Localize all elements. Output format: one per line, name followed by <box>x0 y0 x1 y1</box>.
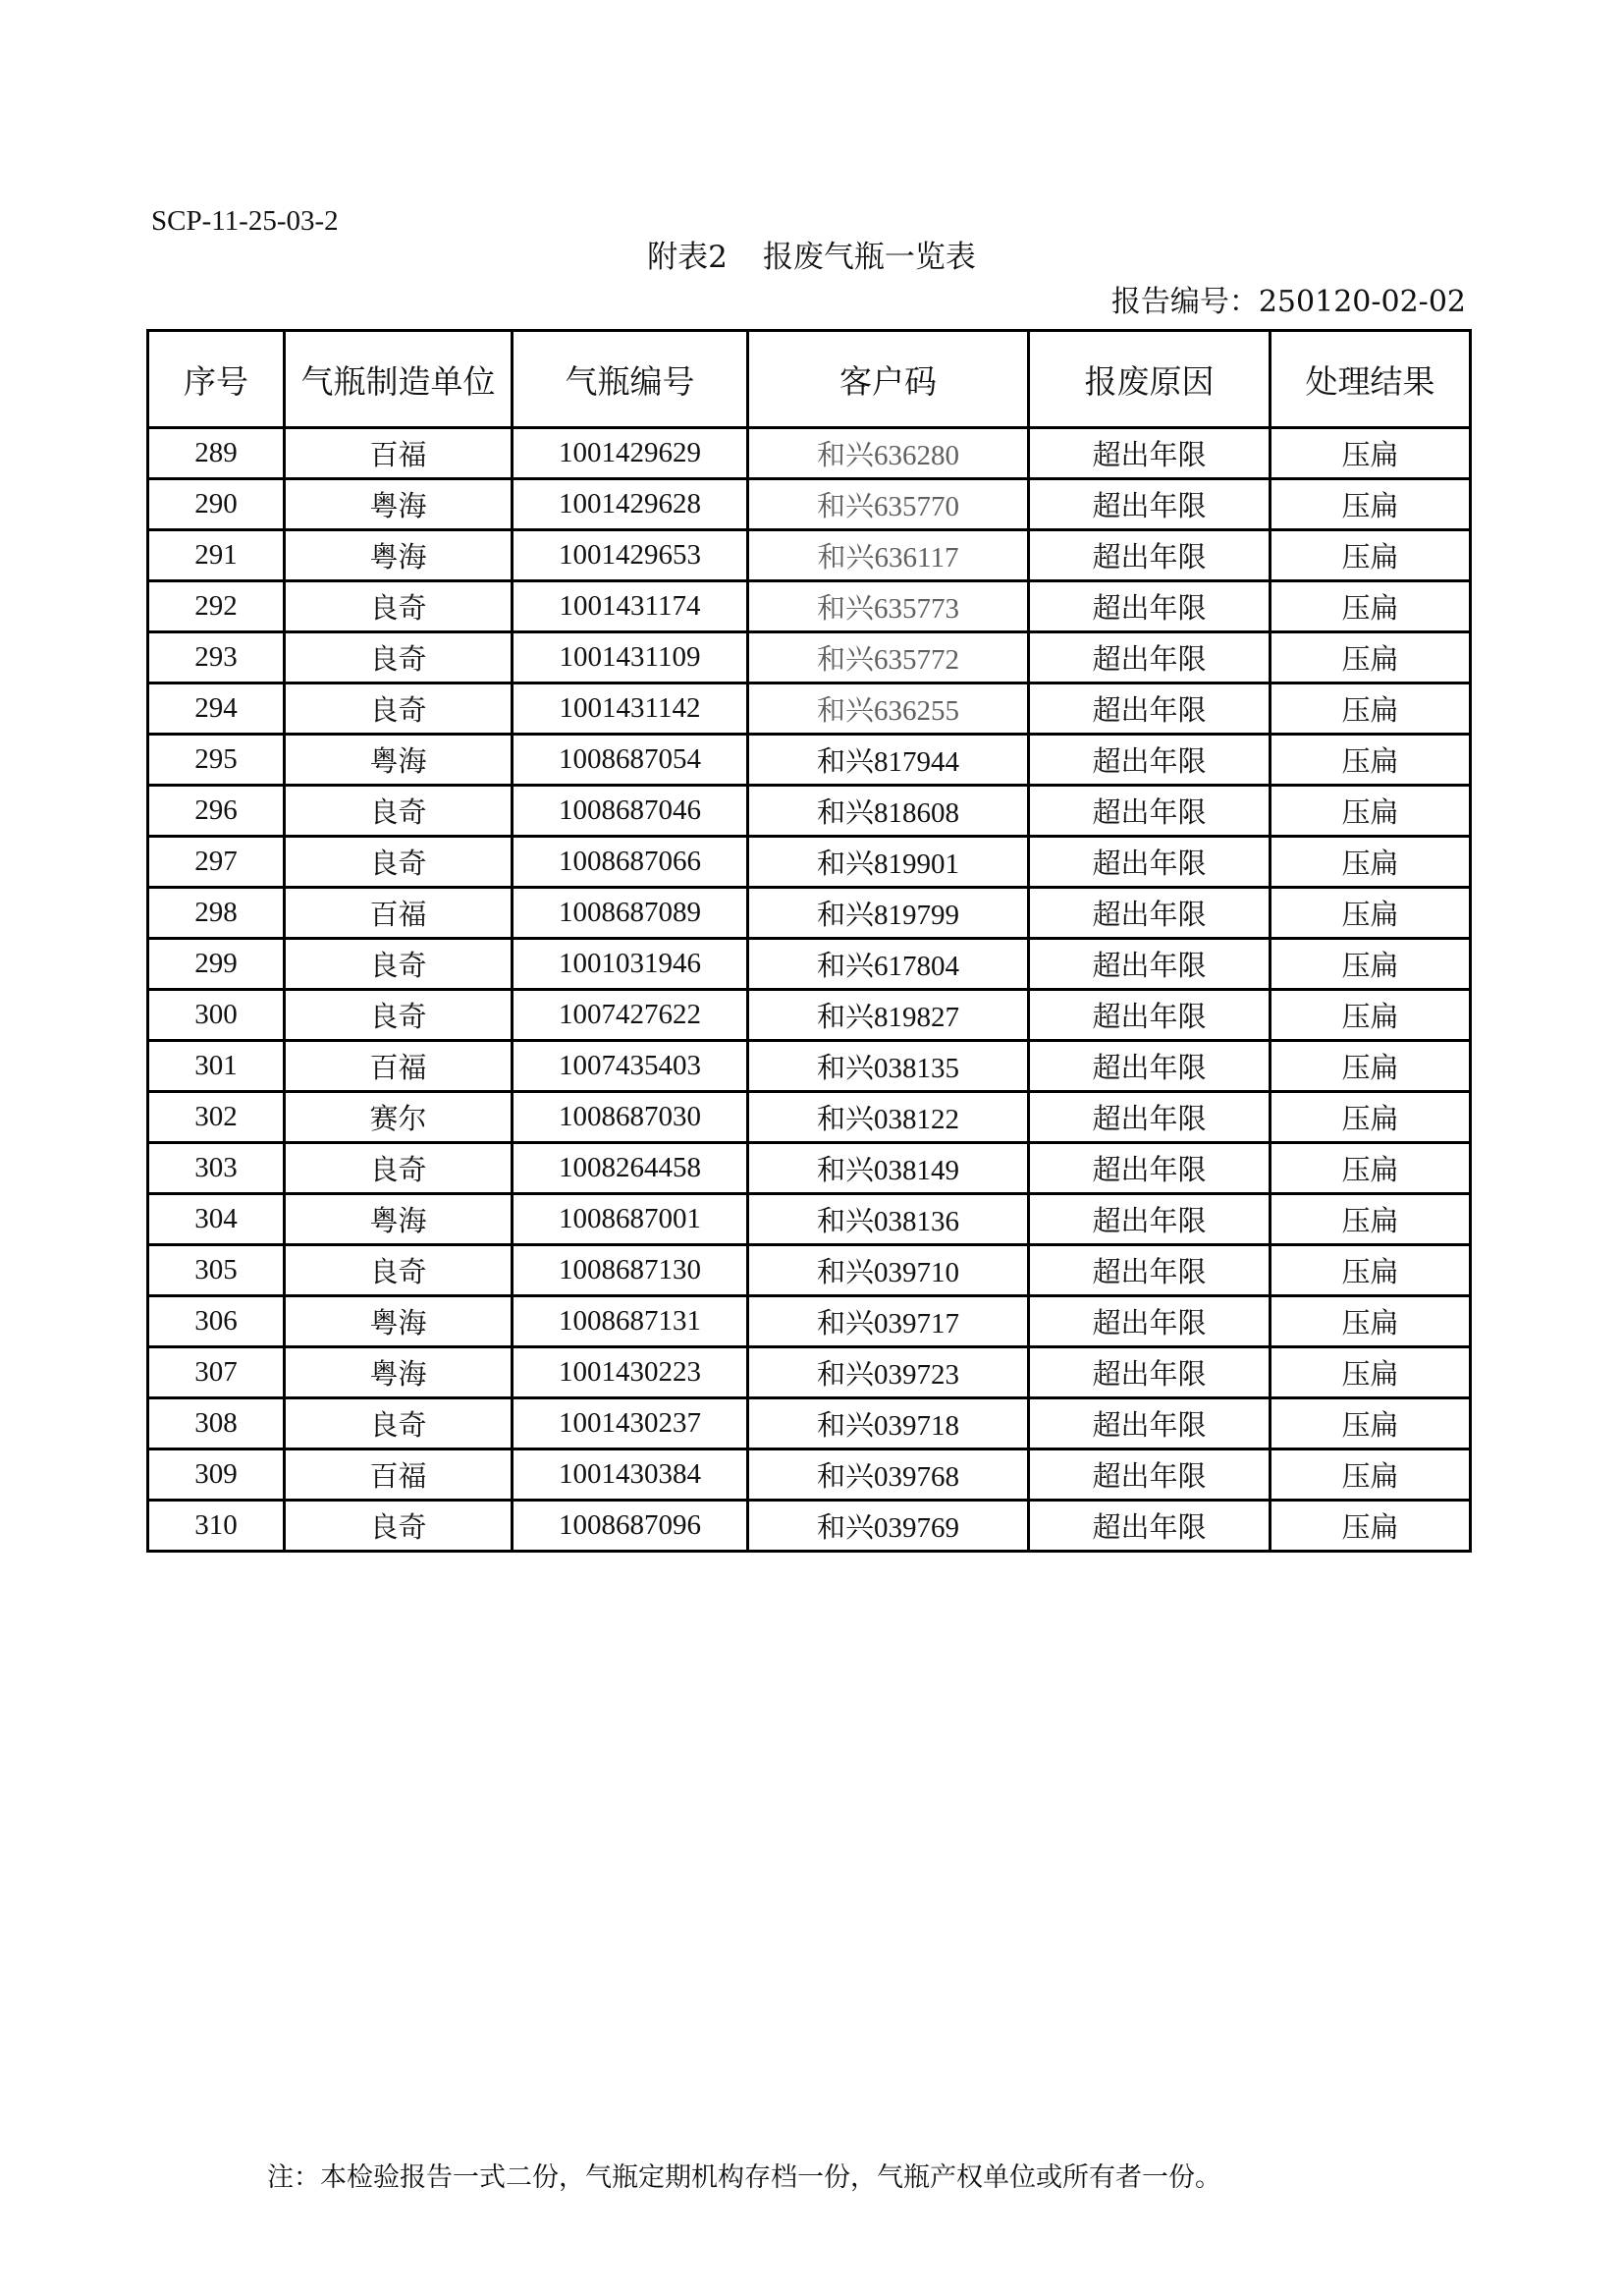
manufacturer-cell: 良奇 <box>285 939 513 990</box>
manufacturer-cell: 百福 <box>285 1041 513 1092</box>
header-customer-code: 客户码 <box>748 331 1029 428</box>
cylinder-no-cell: 1001431142 <box>513 683 748 735</box>
scrap-reason-cell: 超出年限 <box>1029 837 1271 888</box>
disposal-result-cell: 压扁 <box>1271 1194 1471 1245</box>
footnote: 注：本检验报告一式二份，气瓶定期机构存档一份，气瓶产权单位或所有者一份。 <box>267 2162 1221 2193</box>
cylinder-no-cell: 1008264458 <box>513 1143 748 1194</box>
scrap-reason-cell: 超出年限 <box>1029 428 1271 479</box>
title-text: 报废气瓶一览表 <box>762 240 976 275</box>
table-row <box>148 1092 1471 1143</box>
serial-no-cell: 303 <box>148 1143 285 1194</box>
manufacturer-cell: 良奇 <box>285 786 513 837</box>
cylinder-no-cell: 1001429629 <box>513 428 748 479</box>
table-row <box>148 581 1471 632</box>
document-title <box>0 238 1623 277</box>
serial-no-cell: 310 <box>148 1501 285 1552</box>
customer-code-cell: 和兴635770 <box>748 479 1029 530</box>
customer-code-cell: 和兴817944 <box>748 735 1029 786</box>
table-header-row <box>148 331 1471 428</box>
customer-code-cell: 和兴039717 <box>748 1296 1029 1347</box>
serial-no-cell: 306 <box>148 1296 285 1347</box>
table-row <box>148 990 1471 1041</box>
table-row <box>148 683 1471 735</box>
table-row <box>148 1245 1471 1296</box>
cylinder-no-cell: 1001431174 <box>513 581 748 632</box>
manufacturer-cell: 粤海 <box>285 735 513 786</box>
manufacturer-cell: 百福 <box>285 428 513 479</box>
disposal-result-cell: 压扁 <box>1271 632 1471 683</box>
serial-no-cell: 302 <box>148 1092 285 1143</box>
cylinder-no-cell: 1008687001 <box>513 1194 748 1245</box>
cylinder-no-cell: 1008687089 <box>513 888 748 939</box>
scrap-reason-cell: 超出年限 <box>1029 1449 1271 1501</box>
header-disposal-result: 处理结果 <box>1271 331 1471 428</box>
serial-no-cell: 293 <box>148 632 285 683</box>
manufacturer-cell: 粤海 <box>285 530 513 581</box>
manufacturer-cell: 良奇 <box>285 632 513 683</box>
report-number-label: 报告编号： <box>1110 285 1259 319</box>
serial-no-cell: 298 <box>148 888 285 939</box>
table-row <box>148 1194 1471 1245</box>
serial-no-cell: 291 <box>148 530 285 581</box>
table-row <box>148 1347 1471 1398</box>
disposal-result-cell: 压扁 <box>1271 1347 1471 1398</box>
scrapped-cylinder-table <box>146 329 1472 1553</box>
table-row <box>148 530 1471 581</box>
table-row <box>148 735 1471 786</box>
scrap-reason-cell: 超出年限 <box>1029 1398 1271 1449</box>
cylinder-no-cell: 1007427622 <box>513 990 748 1041</box>
header-manufacturer: 气瓶制造单位 <box>285 331 513 428</box>
customer-code-cell: 和兴635772 <box>748 632 1029 683</box>
header-cylinder-no: 气瓶编号 <box>513 331 748 428</box>
manufacturer-cell: 粤海 <box>285 1296 513 1347</box>
scrap-reason-cell: 超出年限 <box>1029 1041 1271 1092</box>
serial-no-cell: 309 <box>148 1449 285 1501</box>
manufacturer-cell: 良奇 <box>285 1143 513 1194</box>
customer-code-cell: 和兴038136 <box>748 1194 1029 1245</box>
serial-no-cell: 294 <box>148 683 285 735</box>
customer-code-cell: 和兴636255 <box>748 683 1029 735</box>
report-number <box>1111 284 1466 321</box>
customer-code-cell: 和兴039769 <box>748 1501 1029 1552</box>
manufacturer-cell: 百福 <box>285 1449 513 1501</box>
disposal-result-cell: 压扁 <box>1271 1449 1471 1501</box>
scrap-reason-cell: 超出年限 <box>1029 786 1271 837</box>
disposal-result-cell: 压扁 <box>1271 428 1471 479</box>
cylinder-no-cell: 1001031946 <box>513 939 748 990</box>
scrap-reason-cell: 超出年限 <box>1029 1194 1271 1245</box>
cylinder-no-cell: 1008687131 <box>513 1296 748 1347</box>
serial-no-cell: 307 <box>148 1347 285 1398</box>
header-scrap-reason: 报废原因 <box>1029 331 1271 428</box>
customer-code-cell: 和兴039718 <box>748 1398 1029 1449</box>
cylinder-no-cell: 1008687046 <box>513 786 748 837</box>
scrap-reason-cell: 超出年限 <box>1029 990 1271 1041</box>
disposal-result-cell: 压扁 <box>1271 530 1471 581</box>
disposal-result-cell: 压扁 <box>1271 581 1471 632</box>
table-row <box>148 1296 1471 1347</box>
table-row <box>148 428 1471 479</box>
manufacturer-cell: 良奇 <box>285 1398 513 1449</box>
cylinder-no-cell: 1001430384 <box>513 1449 748 1501</box>
serial-no-cell: 296 <box>148 786 285 837</box>
disposal-result-cell: 压扁 <box>1271 1041 1471 1092</box>
manufacturer-cell: 粤海 <box>285 479 513 530</box>
cylinder-no-cell: 1001430237 <box>513 1398 748 1449</box>
serial-no-cell: 292 <box>148 581 285 632</box>
report-number-value: 250120-02-02 <box>1258 285 1466 319</box>
scrap-reason-cell: 超出年限 <box>1029 632 1271 683</box>
serial-no-cell: 300 <box>148 990 285 1041</box>
table-row <box>148 479 1471 530</box>
scrap-reason-cell: 超出年限 <box>1029 1296 1271 1347</box>
scrap-reason-cell: 超出年限 <box>1029 530 1271 581</box>
serial-no-cell: 304 <box>148 1194 285 1245</box>
manufacturer-cell: 良奇 <box>285 683 513 735</box>
serial-no-cell: 297 <box>148 837 285 888</box>
scrap-reason-cell: 超出年限 <box>1029 581 1271 632</box>
serial-no-cell: 295 <box>148 735 285 786</box>
cylinder-no-cell: 1001429653 <box>513 530 748 581</box>
table-row <box>148 939 1471 990</box>
scrap-reason-cell: 超出年限 <box>1029 479 1271 530</box>
disposal-result-cell: 压扁 <box>1271 1501 1471 1552</box>
customer-code-cell: 和兴819827 <box>748 990 1029 1041</box>
scrap-reason-cell: 超出年限 <box>1029 1347 1271 1398</box>
customer-code-cell: 和兴818608 <box>748 786 1029 837</box>
cylinder-no-cell: 1001431109 <box>513 632 748 683</box>
serial-no-cell: 299 <box>148 939 285 990</box>
customer-code-cell: 和兴819901 <box>748 837 1029 888</box>
customer-code-cell: 和兴039723 <box>748 1347 1029 1398</box>
disposal-result-cell: 压扁 <box>1271 479 1471 530</box>
table-row <box>148 888 1471 939</box>
disposal-result-cell: 压扁 <box>1271 837 1471 888</box>
table-body <box>148 428 1471 1552</box>
scrap-reason-cell: 超出年限 <box>1029 1501 1271 1552</box>
manufacturer-cell: 粤海 <box>285 1194 513 1245</box>
table-row <box>148 1449 1471 1501</box>
table-row <box>148 1041 1471 1092</box>
manufacturer-cell: 良奇 <box>285 837 513 888</box>
document-code: SCP-11-25-03-2 <box>151 205 339 237</box>
table-row <box>148 632 1471 683</box>
customer-code-cell: 和兴039710 <box>748 1245 1029 1296</box>
manufacturer-cell: 百福 <box>285 888 513 939</box>
manufacturer-cell: 良奇 <box>285 990 513 1041</box>
customer-code-cell: 和兴038135 <box>748 1041 1029 1092</box>
cylinder-no-cell: 1008687096 <box>513 1501 748 1552</box>
disposal-result-cell: 压扁 <box>1271 1245 1471 1296</box>
table-row <box>148 837 1471 888</box>
scrap-reason-cell: 超出年限 <box>1029 735 1271 786</box>
disposal-result-cell: 压扁 <box>1271 1296 1471 1347</box>
cylinder-no-cell: 1007435403 <box>513 1041 748 1092</box>
customer-code-cell: 和兴636117 <box>748 530 1029 581</box>
table-row <box>148 1143 1471 1194</box>
scrap-reason-cell: 超出年限 <box>1029 1143 1271 1194</box>
disposal-result-cell: 压扁 <box>1271 1398 1471 1449</box>
serial-no-cell: 289 <box>148 428 285 479</box>
scrap-reason-cell: 超出年限 <box>1029 1092 1271 1143</box>
customer-code-cell: 和兴038122 <box>748 1092 1029 1143</box>
customer-code-cell: 和兴635773 <box>748 581 1029 632</box>
customer-code-cell: 和兴038149 <box>748 1143 1029 1194</box>
manufacturer-cell: 赛尔 <box>285 1092 513 1143</box>
manufacturer-cell: 粤海 <box>285 1347 513 1398</box>
cylinder-no-cell: 1008687130 <box>513 1245 748 1296</box>
serial-no-cell: 305 <box>148 1245 285 1296</box>
header-serial-no: 序号 <box>148 331 285 428</box>
disposal-result-cell: 压扁 <box>1271 735 1471 786</box>
table-row <box>148 1501 1471 1552</box>
disposal-result-cell: 压扁 <box>1271 786 1471 837</box>
scrap-reason-cell: 超出年限 <box>1029 683 1271 735</box>
table-row <box>148 786 1471 837</box>
serial-no-cell: 301 <box>148 1041 285 1092</box>
serial-no-cell: 290 <box>148 479 285 530</box>
scrap-reason-cell: 超出年限 <box>1029 888 1271 939</box>
disposal-result-cell: 压扁 <box>1271 683 1471 735</box>
disposal-result-cell: 压扁 <box>1271 888 1471 939</box>
scrap-reason-cell: 超出年限 <box>1029 939 1271 990</box>
manufacturer-cell: 良奇 <box>285 1245 513 1296</box>
disposal-result-cell: 压扁 <box>1271 939 1471 990</box>
cylinder-no-cell: 1001430223 <box>513 1347 748 1398</box>
customer-code-cell: 和兴617804 <box>748 939 1029 990</box>
table-row <box>148 1398 1471 1449</box>
cylinder-no-cell: 1008687054 <box>513 735 748 786</box>
cylinder-no-cell: 1001429628 <box>513 479 748 530</box>
manufacturer-cell: 良奇 <box>285 581 513 632</box>
customer-code-cell: 和兴039768 <box>748 1449 1029 1501</box>
disposal-result-cell: 压扁 <box>1271 990 1471 1041</box>
disposal-result-cell: 压扁 <box>1271 1143 1471 1194</box>
disposal-result-cell: 压扁 <box>1271 1092 1471 1143</box>
serial-no-cell: 308 <box>148 1398 285 1449</box>
scrap-reason-cell: 超出年限 <box>1029 1245 1271 1296</box>
cylinder-no-cell: 1008687066 <box>513 837 748 888</box>
customer-code-cell: 和兴636280 <box>748 428 1029 479</box>
title-prefix: 附表2 <box>647 240 728 275</box>
cylinder-no-cell: 1008687030 <box>513 1092 748 1143</box>
manufacturer-cell: 良奇 <box>285 1501 513 1552</box>
customer-code-cell: 和兴819799 <box>748 888 1029 939</box>
